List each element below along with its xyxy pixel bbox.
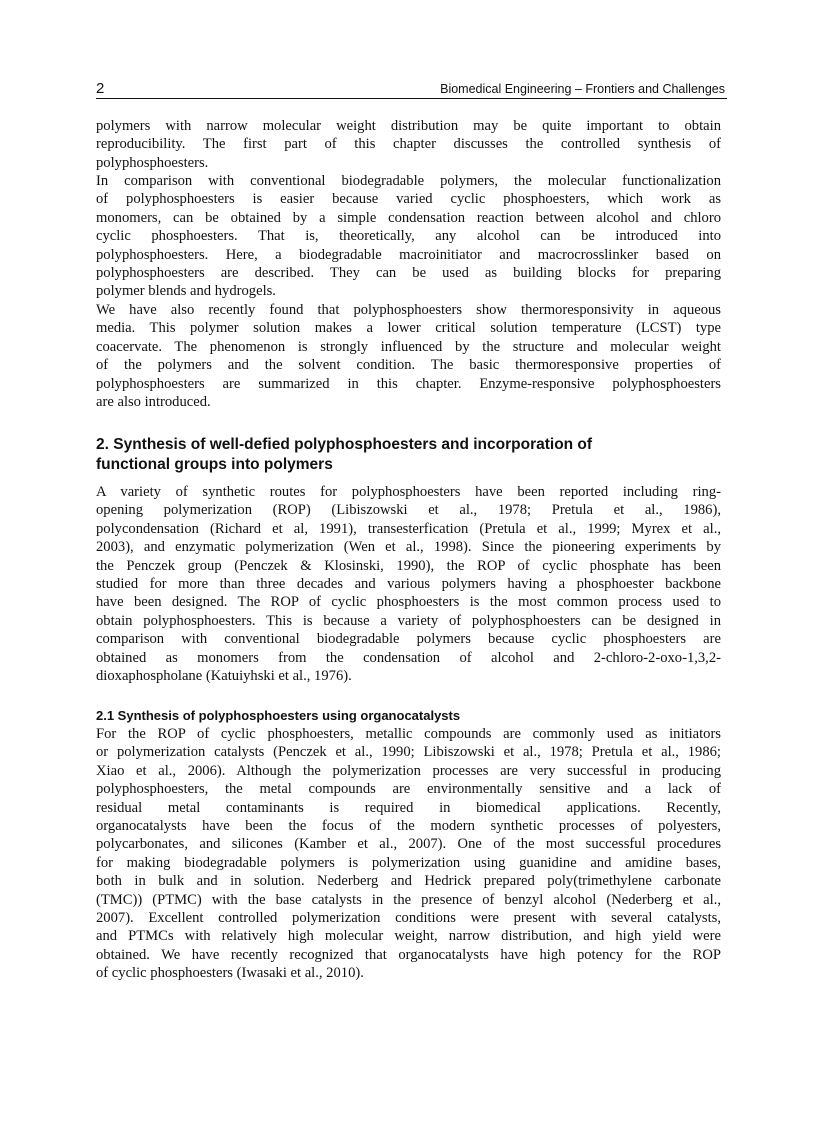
text-line: of polyphosphoesters is easier because varied cyclic phosphoesters, which work as (96, 191, 721, 208)
text-line: for making biodegradable polymers is polymerization using guanidine and amidine bases, (96, 854, 721, 871)
text-line: reproducibility. The first part of this chapter discusses the controlled synthesis of (96, 136, 721, 153)
intro-paragraph-3 (96, 301, 721, 411)
text-line: opening polymerization (ROP) (Libiszowski et al., 1978; Pretula et al., 1986), (96, 502, 721, 519)
section-2-paragraph (96, 483, 721, 685)
text-line: obtain polyphosphoesters. This is because a variety of polyphosphoesters can be designed in (96, 612, 721, 629)
text-line: polyphosphoesters are summarized in this chapter. Enzyme-responsive polyphosphoesters (96, 375, 721, 392)
text-line: the Penczek group (Penczek & Klosinski, 1990), the ROP of cyclic phosphate has been (96, 557, 721, 574)
text-line: 2003), and enzymatic polymerization (Wen et al., 1998). Since the pioneering experiments by (96, 539, 721, 556)
page-number: 2 (96, 80, 105, 97)
text-line: coacervate. The phenomenon is strongly influenced by the structure and molecular weight (96, 338, 721, 355)
section-2-1-heading: 2.1 Synthesis of polyphosphoesters using organocatalysts (96, 708, 461, 723)
text-line: polyphosphoesters are described. They can be used as building blocks for preparing (96, 264, 721, 281)
text-line: organocatalysts have been the focus of the modern synthetic processes of polyesters, (96, 817, 721, 834)
text-line: and PTMCs with relatively high molecular weight, narrow distribution, and high yield were (96, 928, 721, 945)
running-title: Biomedical Engineering – Frontiers and Challenges (440, 82, 725, 96)
text-line: monomers, can be obtained by a simple condensation reaction between alcohol and chloro (96, 209, 721, 226)
text-line: We have also recently found that polyphosphoesters show thermoresponsivity in aqueous (96, 302, 721, 318)
text-line: polycondensation (Richard et al, 1991), transesterfication (Pretula et al., 1999; Myrex et al., (96, 520, 721, 537)
text-line: obtained as monomers from the condensation of alcohol and 2-chloro-2-oxo-1,3,2- (96, 649, 721, 666)
text-line: comparison with conventional biodegradable polymers because cyclic phosphoesters are (96, 631, 721, 648)
text-line: of cyclic phosphoesters (Iwasaki et al., 2010). (96, 965, 364, 982)
text-line: polymers with narrow molecular weight distribution may be quite important to obtain (96, 118, 721, 134)
section-2-heading-line: 2. Synthesis of well-defied polyphosphoesters and incorporation of (96, 436, 593, 453)
text-line: polyphosphoesters. Here, a biodegradable macroinitiator and macrocrosslinker based on (96, 246, 721, 263)
text-line: studied for more than three decades and various polymers having a phosphoester backbone (96, 575, 721, 592)
text-line: are also introduced. (96, 393, 211, 410)
section-2-1-paragraph (96, 725, 721, 982)
text-line: In comparison with conventional biodegradable polymers, the molecular functionalization (96, 173, 721, 189)
text-line: A variety of synthetic routes for polyphosphoesters have been reported including ring- (96, 484, 721, 500)
text-line: obtained. We have recently recognized that organocatalysts have high potency for the ROP (96, 946, 721, 963)
text-line: polycarbonates, and silicones (Kamber et al., 2007). One of the most successful procedures (96, 836, 721, 853)
text-line: have been designed. The ROP of cyclic phosphoesters is the most common process used to (96, 594, 721, 611)
text-line: Xiao et al., 2006). Although the polymerization processes are very successful in producing (96, 762, 721, 779)
text-line: both in bulk and in solution. Nederberg and Hedrick prepared poly(trimethylene carbonate (96, 873, 721, 890)
intro-paragraph-2 (96, 172, 721, 301)
section-2-heading-line: functional groups into polymers (96, 455, 333, 473)
text-line: or polymerization catalysts (Penczek et al., 1990; Libiszowski et al., 1978; Pretula et al., 1986; (96, 744, 721, 761)
text-line: 2007). Excellent controlled polymerization conditions were present with several catalysts, (96, 909, 721, 926)
running-header (96, 80, 727, 99)
text-line: polyphosphoesters, the metal compounds are environmentally sensitive and a lack of (96, 781, 721, 798)
text-line: media. This polymer solution makes a lower critical solution temperature (LCST) type (96, 320, 721, 337)
text-line: polyphosphoesters. (96, 154, 209, 171)
section-2-heading (96, 435, 736, 474)
text-line: residual metal contaminants is required in biomedical applications. Recently, (96, 799, 721, 816)
intro-paragraph-1 (96, 117, 721, 172)
text-line: polymer blends and hydrogels. (96, 283, 276, 300)
text-line: For the ROP of cyclic phosphoesters, metallic compounds are commonly used as initiators (96, 726, 721, 742)
text-line: cyclic phosphoesters. That is, theoretically, any alcohol can be introduced into (96, 228, 721, 245)
text-line: dioxaphospholane (Katuiyhski et al., 1976). (96, 667, 352, 684)
text-line: of the polymers and the solvent condition. The basic thermoresponsive properties of (96, 357, 721, 374)
text-line: (TMC)) (PTMC) with the base catalysts in the presence of benzyl alcohol (Nederberg et al., (96, 891, 721, 908)
